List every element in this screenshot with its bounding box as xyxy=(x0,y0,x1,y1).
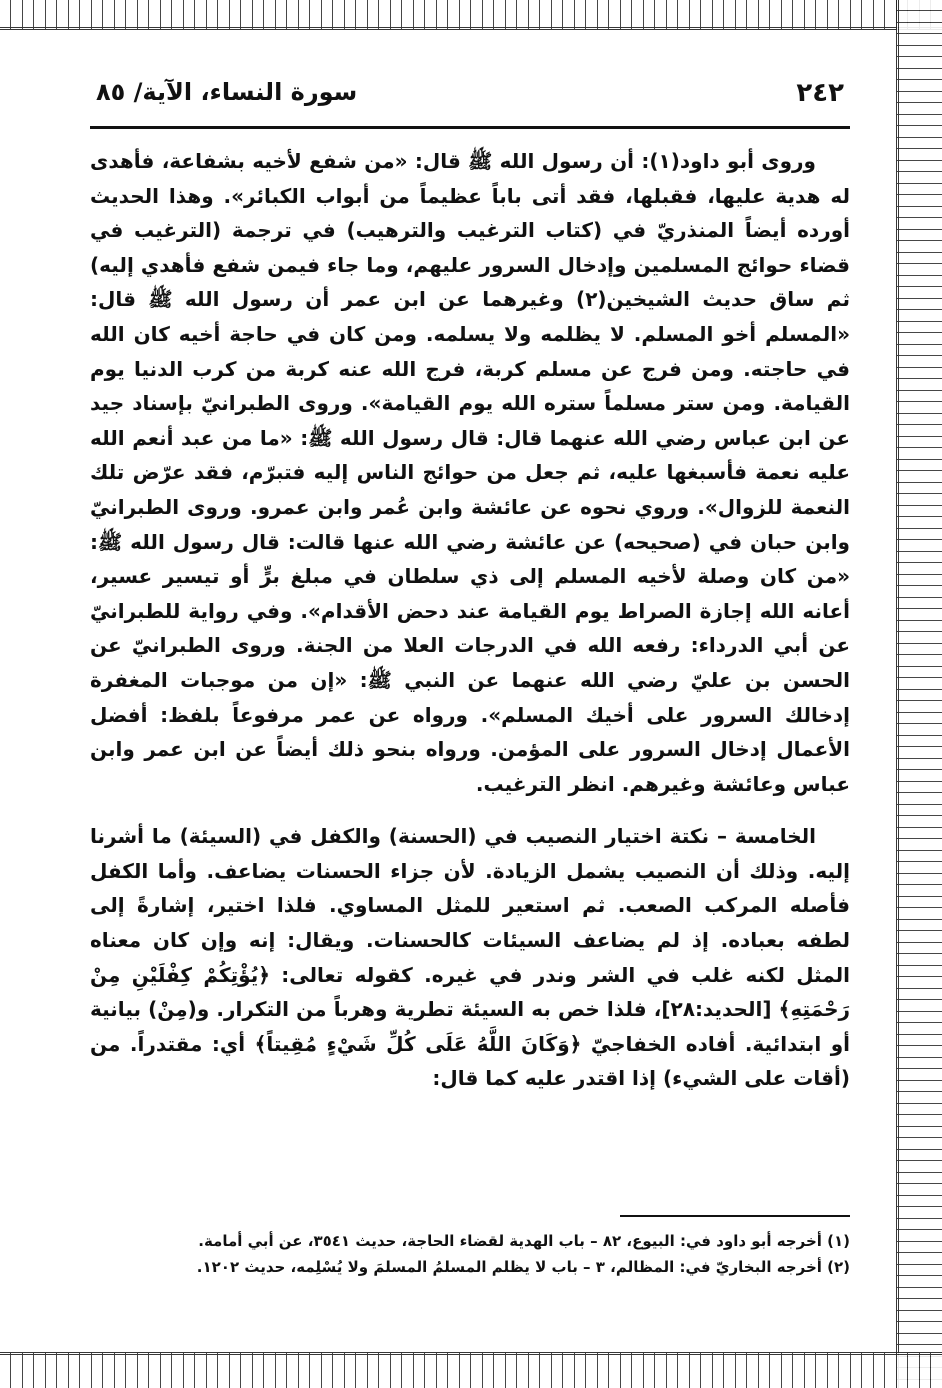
body-text xyxy=(90,144,850,1096)
footnote-2: (٢) أخرجه البخاريّ في: المظالم، ٣ – باب لا يظلم المسلمُ المسلمَ ولا يُسْلِمه، حديث ١٢٠٢. xyxy=(196,1258,850,1276)
book-page xyxy=(90,60,850,1340)
footnote-divider xyxy=(620,1215,850,1217)
running-title: سورة النساء، الآية/ ٨٥ xyxy=(96,78,358,106)
page-header xyxy=(90,70,850,129)
decorative-border-top xyxy=(0,0,942,30)
footnotes xyxy=(90,1228,850,1280)
paragraph-fifth-point: الخامسة – نكتة اختيار النصيب في (الحسنة) والكفل في (السيئة) ما أشرنا إليه. وذلك أن النصيب يشمل الزيادة. لأن جزاء الحسنات يضاعف. وأما الكفل فأصله المركب الصعب. ثم استعير للمثل المساوي. فلذا اختير، إشارةً إلى لطفه بعباده. إذ لم يضاعف السيئات كالحسنات. ويقال: إنه وإن كان معناه المثل لكنه غلب في الشر وندر في غيره. كقوله تعالى: ﴿يُؤْتِكُمْ كِفْلَيْنِ مِنْ رَحْمَتِهِ﴾ [الحديد:٢٨]، فلذا خص به السيئة تطرية وهرباً من التكرار. و(مِنْ) بيانية أو ابتدائية. أفاده الخفاجيّ ﴿وَكَانَ اللَّهُ عَلَى كُلِّ شَيْءٍ مُقِيتاً﴾ أي: مقتدراً. من (أقات على الشيء) إذا اقتدر عليه كما قال: xyxy=(90,824,850,1091)
decorative-border-right xyxy=(896,0,942,1388)
decorative-border-bottom xyxy=(0,1352,942,1388)
footnote-1: (١) أخرجه أبو داود في: البيوع، ٨٢ – باب الهدية لقضاء الحاجة، حديث ٣٥٤١، عن أبي أمامة. xyxy=(198,1232,850,1250)
paragraph-hadith: وروى أبو داود(١): أن رسول الله ﷺ قال: «من شفع لأخيه بشفاعة، فأهدى له هدية عليها، فقبلها، فقد أتى باباً عظيماً من أبواب الكبائر». وهذا الحديث أورده أيضاً المنذريّ في (كتاب الترغيب والترهيب) في ترجمة (الترغيب في قضاء حوائج المسلمين وإدخال السرور عليهم، وما جاء فيمن شفع فأهدي إليه) ثم ساق حديث الشيخين(٢) وغيرهما عن ابن عمر أن رسول الله ﷺ قال: «المسلم أخو المسلم. لا يظلمه ولا يسلمه. ومن كان في حاجة أخيه كان الله في حاجته. ومن فرج عن مسلم كربة، فرج الله عنه كربة من كرب الدنيا يوم القيامة. ومن ستر مسلماً ستره الله يوم القيامة». وروى الطبرانيّ بإسناد جيد عن ابن عباس رضي الله عنهما قال: قال رسول الله ﷺ: «ما من عبد أنعم الله عليه نعمة فأسبغها عليه، ثم جعل من حوائج الناس إليه فتبرّم، فقد عرّض تلك النعمة للزوال». وروي نحوه عن عائشة وابن عُمر وابن عمرو. وروى الطبرانيّ وابن حبان في (صحيحه) عن عائشة رضي الله عنها قالت: قال رسول الله ﷺ: «من كان وصلة لأخيه المسلم إلى ذي سلطان في مبلغ برٍّ أو تيسير عسير، أعانه الله إجازة الصراط يوم القيامة عند دحض الأقدام». وفي رواية للطبرانيّ عن أبي الدرداء: رفعه الله في الدرجات العلا من الجنة. وروى الطبرانيّ عن الحسن بن عليّ رضي الله عنهما عن النبي ﷺ: «إن من موجبات المغفرة إدخالك السرور على أخيك المسلم». ورواه عن عمر مرفوعاً بلفظ: أفضل الأعمال إدخال السرور على المؤمن. ورواه بنحو ذلك أيضاً عن ابن عمر وابن عباس وعائشة وغيرهم. انظر الترغيب. xyxy=(90,149,850,796)
page-number: ٢٤٢ xyxy=(796,78,844,108)
